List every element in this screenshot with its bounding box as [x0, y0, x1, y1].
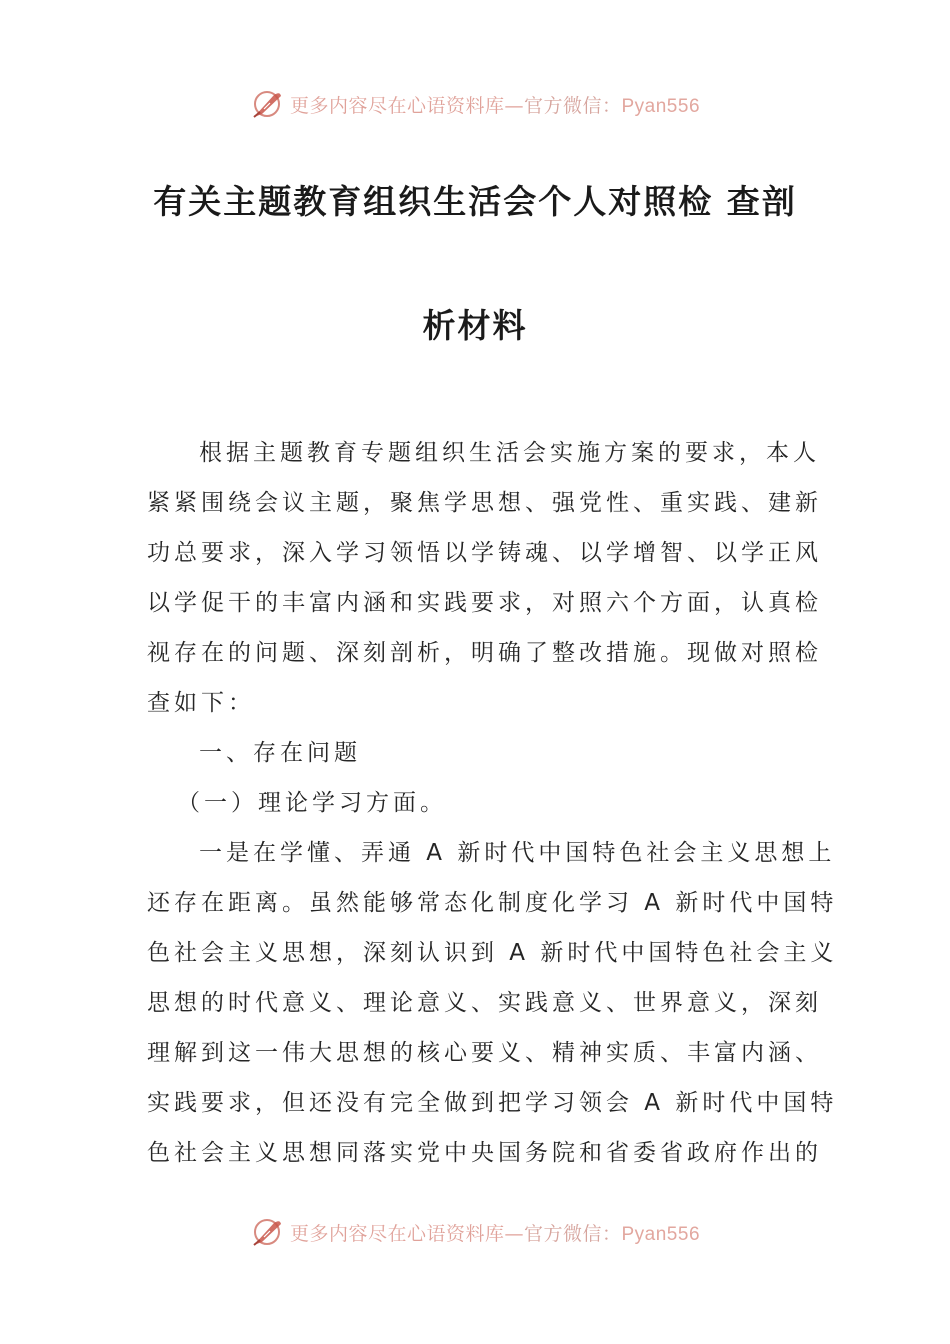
- watermark-dash: —: [504, 94, 524, 117]
- body-line: 视存在的问题、深刻剖析，明确了整改措施。现做对照检: [147, 640, 822, 666]
- body-line: 实践要求，但还没有完全做到把学习领会 A 新时代中国特: [147, 1090, 838, 1116]
- watermark-header: [0, 84, 950, 124]
- body-line: 根据主题教育专题组织生活会实施方案的要求，本人: [199, 440, 820, 466]
- watermark-text: [290, 91, 700, 118]
- body-line: 查如下：: [147, 690, 255, 716]
- watermark-wechat-id: Pyan556: [621, 95, 701, 117]
- feather-pen-icon: [250, 1215, 284, 1249]
- body-line: 色社会主义思想，深刻认识到 A 新时代中国特色社会主义: [147, 940, 838, 966]
- body-line: 色社会主义思想同落实党中央国务院和省委省政府作出的: [147, 1140, 822, 1166]
- watermark-site: 更多内容尽在心语资料库: [289, 1222, 505, 1245]
- watermark-footer: [0, 1212, 950, 1252]
- feather-pen-icon: [250, 87, 284, 121]
- watermark-label: 官方微信：: [523, 94, 622, 117]
- watermark-text: [290, 1219, 700, 1246]
- watermark-wechat-id: Pyan556: [621, 1223, 701, 1245]
- body-line: 思想的时代意义、理论意义、实践意义、世界意义，深刻: [147, 990, 822, 1016]
- body-line: 以学促干的丰富内涵和实践要求，对照六个方面，认真检: [147, 590, 822, 616]
- section-heading: 一、存在问题: [199, 740, 361, 766]
- document-title-line-2: 析材料: [422, 306, 528, 345]
- watermark-label: 官方微信：: [523, 1222, 622, 1245]
- body-line: 功总要求，深入学习领悟以学铸魂、以学增智、以学正风: [147, 540, 822, 566]
- subsection-heading: （一）理论学习方面。: [177, 790, 447, 816]
- body-line: 还存在距离。虽然能够常态化制度化学习 A 新时代中国特: [147, 890, 838, 916]
- watermark-dash: —: [504, 1222, 524, 1245]
- body-line: 理解到这一伟大思想的核心要义、精神实质、丰富内涵、: [147, 1040, 822, 1066]
- body-line: 一是在学懂、弄通 A 新时代中国特色社会主义思想上: [199, 840, 836, 866]
- document-title-line-1: 有关主题教育组织生活会个人对照检 查剖: [153, 182, 797, 221]
- watermark-site: 更多内容尽在心语资料库: [289, 94, 505, 117]
- body-line: 紧紧围绕会议主题，聚焦学思想、强党性、重实践、建新: [147, 490, 822, 516]
